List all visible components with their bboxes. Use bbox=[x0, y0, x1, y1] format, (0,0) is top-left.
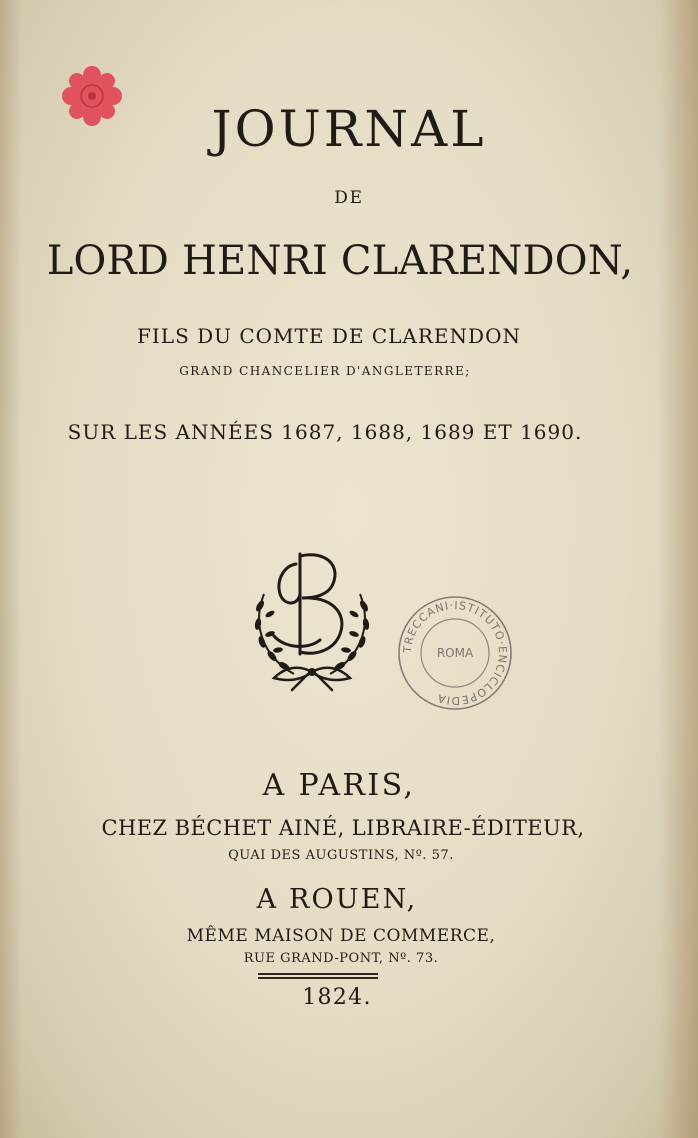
library-stamp-center: ROMA bbox=[436, 646, 474, 660]
library-stamp-text: TRECCANI·ISTITUTO·ENCICLOPEDIA bbox=[400, 598, 510, 708]
laurel-monogram-icon bbox=[244, 544, 380, 696]
subtitle-detail: GRAND CHANCELIER D'ANGLETERRE; bbox=[179, 364, 471, 378]
years-line: SUR LES ANNÉES 1687, 1688, 1689 ET 1690. bbox=[67, 420, 583, 444]
imprint-publisher: CHEZ BÉCHET AINÉ, LIBRAIRE-ÉDITEUR, bbox=[101, 816, 585, 840]
imprint-city-rouen: A ROUEN, bbox=[256, 884, 418, 915]
imprint-address-rouen: RUE GRAND-PONT, Nº. 73. bbox=[243, 951, 439, 966]
double-rule-bottom bbox=[258, 977, 378, 979]
page-edge-left bbox=[0, 0, 22, 1138]
title-preposition: DE bbox=[334, 188, 364, 208]
imprint-address-paris: QUAI DES AUGUSTINS, Nº. 57. bbox=[228, 848, 454, 863]
imprint-city-paris: A PARIS, bbox=[262, 768, 416, 803]
imprint-year: 1824. bbox=[302, 985, 372, 1010]
circular-library-stamp-icon bbox=[396, 594, 514, 712]
author-name: LORD HENRI CLARENDON, bbox=[46, 238, 634, 284]
title: JOURNAL bbox=[211, 100, 487, 158]
double-rule-top bbox=[258, 973, 378, 975]
imprint-house: MÊME MAISON DE COMMERCE, bbox=[186, 926, 496, 946]
page-edge-right bbox=[658, 0, 698, 1138]
subtitle: FILS DU COMTE DE CLARENDON bbox=[137, 324, 521, 348]
